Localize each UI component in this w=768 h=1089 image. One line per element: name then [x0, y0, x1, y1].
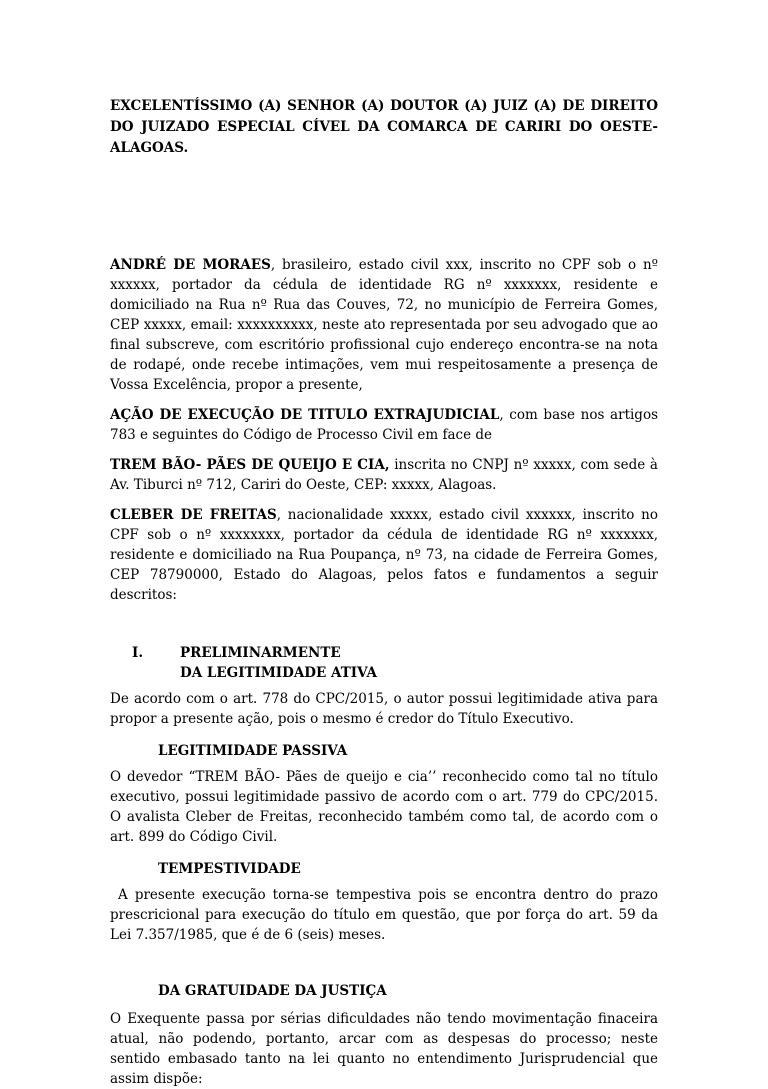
autor-texto: , brasileiro, estado civil xxx, inscrito no CPF sob o nº xxxxxx, portador da cédula de identidade RG nº xxxxxxx, residente e domiciliado na Rua nº Rua das Couves, 72, no município de Ferreira Gomes, CEP xxxxx, email: xxxxxxxxxx, neste ato representada por seu advogado que ao final subscreve, com escritório profissional cujo endereço encontra-se na nota de rodapé, onde recebe intimações, vem mui respeitosamente a presença de Vossa Excelência, propor a presente, [110, 257, 658, 393]
acao-titulo: AÇÃO DE EXECUÇÃO DE TITULO EXTRAJUDICIAL [110, 407, 500, 423]
re2-texto: , nacionalidade xxxxx, estado civil xxxxxx, inscrito no CPF sob o nº xxxxxxxx, portador da cédula de identidade RG nº xxxxxxx, residente e domiciliado na Rua Poupança, nº 73, na cidade de Ferreira Gomes, CEP 78790000, Estado do Alagoas, pelos fatos e fundamentos a seguir descritos: [110, 507, 658, 603]
acao-texto: , com base nos artigos 783 e seguintes do Código de Processo Civil em face de [110, 407, 659, 443]
re1-texto: inscrita no CNPJ nº xxxxx, com sede à Av. Tiburci nº 712, Cariri do Oeste, CEP: xxxxx, Alagoas. [110, 457, 658, 493]
re2-paragraph [110, 505, 658, 605]
re2-nome: CLEBER DE FREITAS [110, 507, 277, 523]
document-header: EXCELENTÍSSIMO (A) SENHOR (A) DOUTOR (A) JUIZ (A) DE DIREITO DO JUIZADO ESPECIAL CÍVEL DA COMARCA DE CARIRI DO OESTE- ALAGOAS. [110, 98, 658, 156]
legitimidade-passiva-heading: LEGITIMIDADE PASSIVA [158, 743, 348, 759]
gratuidade-text: O Exequente passa por sérias dificuldades não tendo movimentação finaceira atual, não podendo, portanto, arcar com as despesas do processo; neste sentido embasado tanto na lei quanto no entendimento Jurisprudencial que assim dispõe: [110, 1011, 658, 1087]
autor-nome: ANDRÉ DE MORAES [110, 257, 271, 273]
re1-paragraph [110, 455, 658, 495]
section-numeral: I. [132, 645, 144, 661]
qualificacao-autor [110, 255, 658, 395]
section-heading-preliminar [110, 643, 658, 683]
legitimidade-passiva-text: O devedor “TREM BÃO- Pães de queijo e cia’’ reconhecido como tal no título executivo, possui legitimidade passivo de acordo com o art. 779 do CPC/2015. O avalista Cleber de Freitas, reconhecido também como tal, de acordo com o art. 899 do Código Civil. [110, 769, 658, 845]
legitimidade-ativa-text: De acordo com o art. 778 do CPC/2015, o autor possui legitimidade ativa para propor a presente ação, pois o mesmo é credor do Título Executivo. [110, 691, 658, 727]
section-titles [180, 643, 377, 683]
tempestividade-heading: TEMPESTIVIDADE [158, 861, 301, 877]
acao-paragraph [110, 405, 658, 445]
tempestividade-text: A presente execução torna-se tempestiva pois se encontra dentro do prazo prescricional para execução do título em questão, que por força do art. 59 da Lei 7.357/1985, que é de 6 (seis) meses. [110, 887, 658, 943]
gratuidade-heading: DA GRATUIDADE DA JUSTIÇA [158, 983, 387, 999]
section-subtitle: DA LEGITIMIDADE ATIVA [180, 665, 378, 681]
re1-nome: TREM BÃO- PÃES DE QUEIJO E CIA, [110, 457, 390, 473]
section-title: PRELIMINARMENTE [180, 645, 341, 661]
